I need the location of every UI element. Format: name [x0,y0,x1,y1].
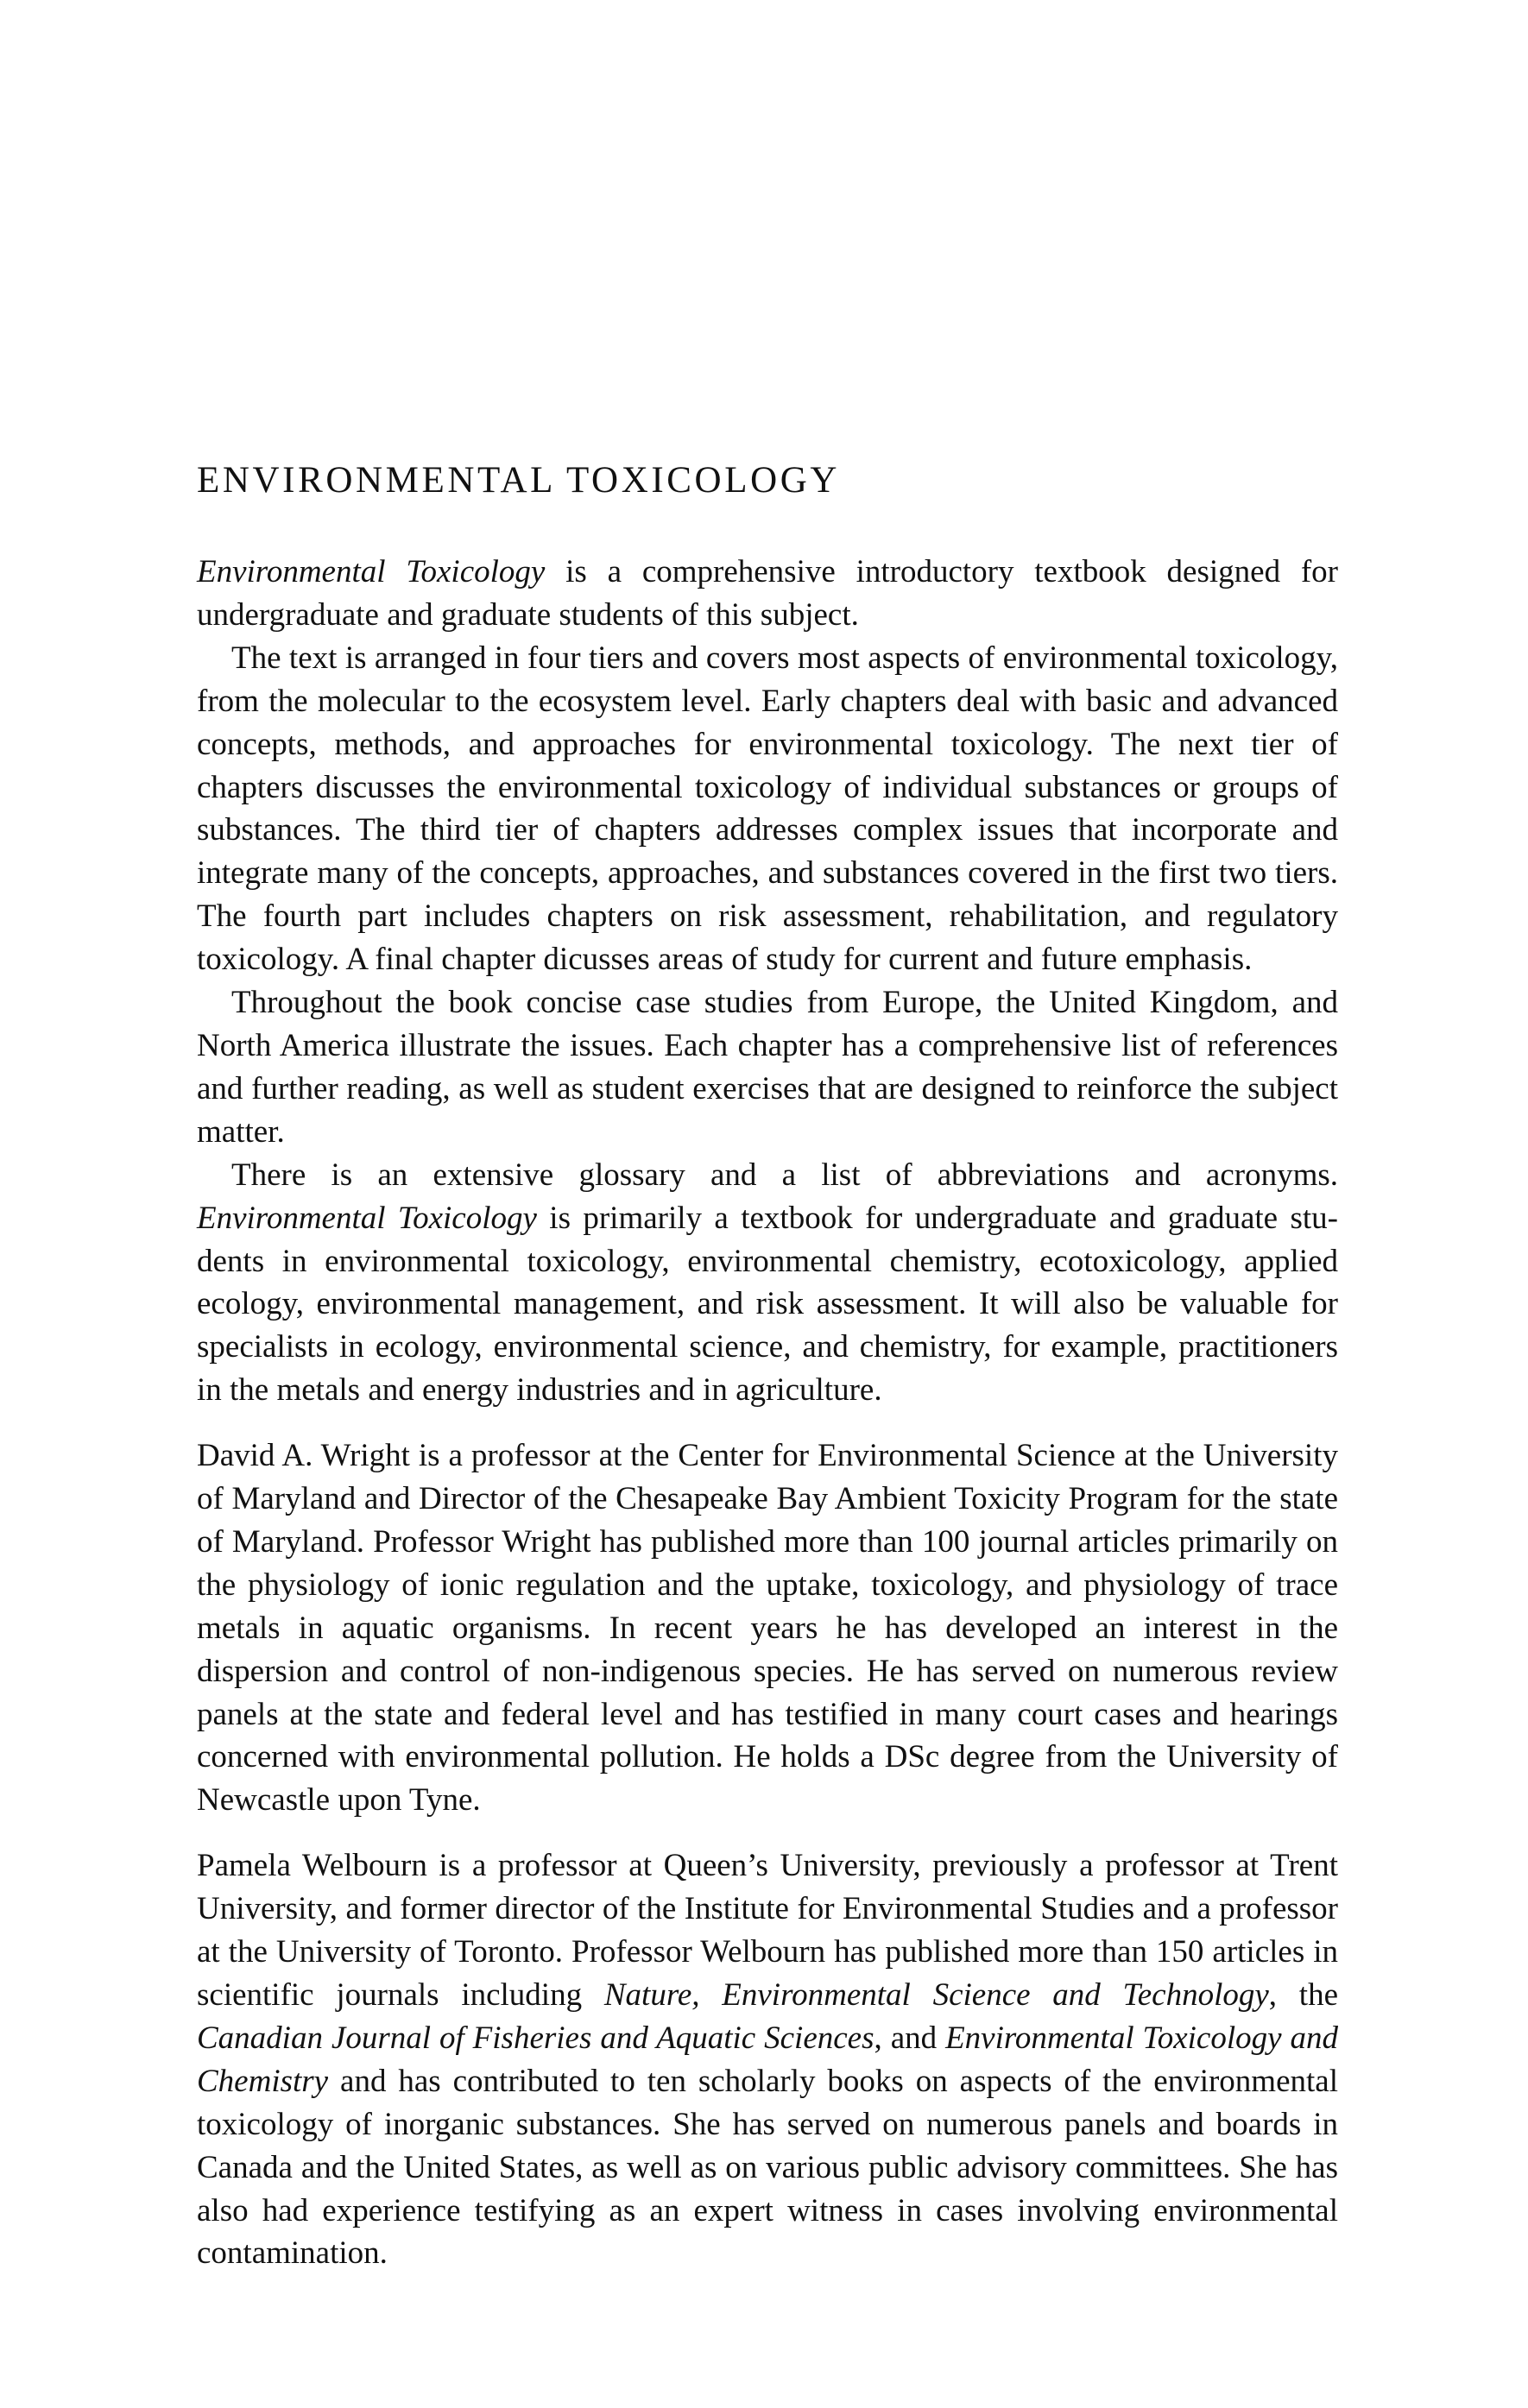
description-paragraph [197,637,1338,981]
text-run: Throughout the book concise case studies from Europe, the United Kingdom, and North America illustrate the issues. Each chapter has a comprehensive list of references and further reading, as well as student exercises that are designed to reinforce the subject matter. [197,985,1338,1150]
journal-title-italic: Environmental Toxicology and Chemistry [197,2020,1338,2099]
text-run: , and [874,2020,946,2056]
page-title: ENVIRONMENTAL TOXICOLOGY [197,460,841,501]
text-run: , the [1268,1977,1339,2013]
text-run: David A. Wright is a professor at the Center for Environmental Science at the University of Maryland and Director of the Chesapeake Bay Ambient Toxicity Program for the state of Maryland. Professor Wright has published more than 100 journal articles primarily on the physiology of ionic regulation and the uptake, toxicology, and physiology of trace metals in aquatic organisms. In recent years he has developed an interest in the dispersion and control of non-indigenous species. He has served on numerous review panels at the state and federal level and has testified in many court cases and hearings concerned with environmental pollution. He holds a DSc degree from the University of Newcastle upon Tyne. [197,1438,1338,1819]
text-run: and has contributed to ten scholarly books on aspects of the environmental toxicology of inorganic substances. She has served on numerous panels and boards in Canada and the United States, as well as on various public advisory committees. She has also had experience testifying as an expert witness in cases involving environmental contamination. [197,2063,1338,2272]
text-run: The text is arranged in four tiers and covers most aspects of environmental toxicology, from the molecular to the ecosystem level. Early chapters deal with basic and advanced concepts, methods, and approaches for environmental toxicology. The next tier of chapters discusses the environmental toxicology of individual substances or groups of substances. The third tier of chapters addresses complex issues that incorporate and integrate many of the concepts, approaches, and substances covered in the first two tiers. The fourth part includes chapters on risk assessment, rehabilitation, and regulatory toxicology. A final chapter dicusses areas of study for current and future emphasis. [197,640,1338,978]
text-run: Pamela Welbourn is a professor at Queen’s University, previously a professor at Trent University, and former director of the Institute for Environmental Studies and a professor at the University of Toronto. Professor Welbourn has published more than 150 articles in scientific journals including [197,1848,1338,2013]
text-run: is a comprehensive introductory textbook designed for undergraduate and graduate students of this subject. [197,554,1339,633]
description-paragraph [197,981,1338,1154]
description-paragraph [197,1154,1338,1412]
description-paragraph [197,551,1338,637]
book-title-italic: Environmental Toxicology [197,554,546,589]
text-run: There is an extensive glossary and a list of abbreviations and acronyms. [231,1157,1338,1193]
journal-title-italic: Canadian Journal of Fisheries and Aquatic Sciences [197,2020,874,2056]
author-bio-welbourn [197,1844,1338,2275]
author-bio-wright [197,1434,1338,1822]
book-title-italic: Environmental Toxicology [197,1200,537,1236]
page-body [197,551,1338,2275]
text-run: is primarily a textbook for undergraduate and graduate students in environmental toxicology, environmental chemistry, ecotoxicology, applied ecology, environmental management, and risk assessment. It will also be valuable for specialists in ecology, environmental science, and chemistry, for example, practitioners in the metals and energy industries and in agriculture. [197,1200,1338,1409]
journal-title-italic: Nature, Environmental Science and Technology [603,1977,1269,2013]
